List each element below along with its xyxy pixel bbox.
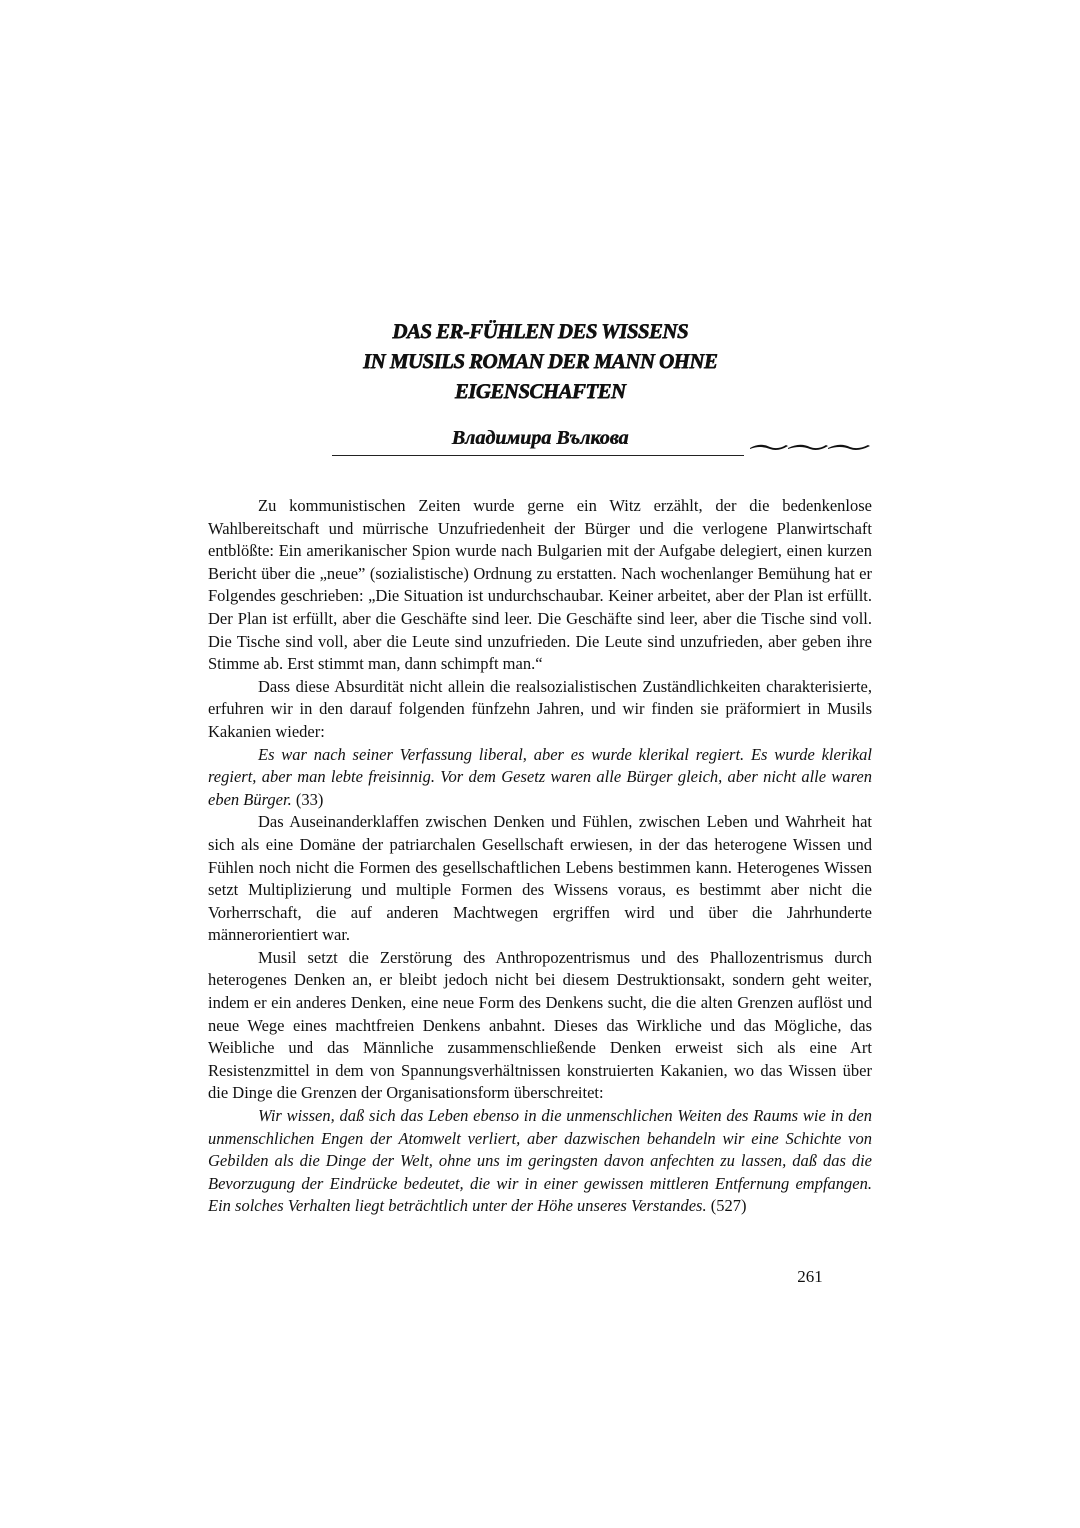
paragraph-3: Das Auseinanderklaffen zwischen Denken und Fühlen, zwischen Leben und Wahrheit hat sich als eine Domäne der patriarchalen Gesellschaft erwiesen, in der das heterogene Wissen und Fühlen noch nicht die Formen des gesellschaftlichen Lebens bestimmen kann. Heterogenes Wissen setzt Multiplizierung und multiple Formen des Wissens voraus, es bestimmt aber nicht die Vorherrschaft, die auf anderen Machtwegen ergriffen wird und über die Jahrhunderte männerorientiert war. [208,812,872,945]
title-line-2: IN MUSILS ROMAN DER MANN OHNE [362,349,718,373]
title-line-3: EIGENSCHAFTEN [454,379,626,403]
block-quote-2 [208,1105,872,1218]
paragraph-1: Zu kommunistischen Zeiten wurde gerne ein Witz erzählt, der die bedenkenlose Wahlbereitschaft und mürrische Unzufriedenheit der Bürger und die verlogene Planwirtschaft entblößte: Ein amerikanischer Spion wurde nach Bulgarien mit der Aufgabe delegiert, einen kurzen Bericht über die „neue” (sozialistische) Ordnung zu erstatten. Nach wochenlanger Bemühung hat er Folgendes geschrieben: „Die Situation ist undurchschaubar. Keiner arbeitet, aber der Plan ist erfüllt. Der Plan ist erfüllt, aber die Geschäfte sind leer. Die Geschäfte sind leer, aber die Tische sind voll. Die Tische sind voll, aber die Leute sind unzufrieden. Die Leute sind unzufrieden, aber geben ihre Stimme ab. Erst stimmt man, dann schimpft man.“ [208,496,872,674]
quote-page-reference: (527) [706,1196,747,1216]
quote-text: Es war nach seiner Verfassung liberal, aber es wurde klerikal regiert. Es wurde klerikal regiert, aber man lebte freisinnig. Vor dem Gesetz waren alle Bürger gleich, aber nicht alle waren eben Bürger. [208,744,872,809]
author-underline [332,455,744,456]
title-line-1: DAS ER-FÜHLEN DES WISSENS [392,319,688,343]
paragraph-2: Dass diese Absurdität nicht allein die realsozialistischen Zuständlichkeiten charakterisierte, erfuhren wir in den darauf folgenden fünfzehn Jahren, und wir finden sie präformiert in Musils Kakanien wieder: [208,676,872,741]
author-name: Владимира Вълкова [451,427,629,449]
decorative-ornament-icon [748,436,872,456]
page-number: 261 [797,1267,823,1286]
article-body [208,495,872,1218]
article-title [208,316,872,406]
quote-page-reference: (33) [291,789,324,809]
paragraph-4: Musil setzt die Zerstörung des Anthropozentrismus und des Phallozentrismus durch heterogenes Denken an, er bleibt jedoch nicht bei diesem Destruktionsakt, sondern geht weiter, indem er ein anderes Denken, eine neue Form des Denkens sucht, die die alten Grenzen auflöst und neue Wege eines machtfreien Denkens anbahnt. Dieses das Wirkliche und das Mögliche, das Weibliche und das Männliche zusammenschließende Denken erweist sich als eine Art Resistenzmittel in dem von Spannungsverhältnissen konstruierten Kakanien, wo das Wissen über die Dinge die Grenzen der Organisationsform überschreitet: [208,947,872,1103]
quote-text: Wir wissen, daß sich das Leben ebenso in die unmenschlichen Weiten des Raums wie in den unmenschlichen Engen der Atomwelt verliert, aber dazwischen behandeln wir eine Schichte von Gebilden als die Dinge der Welt, ohne uns im geringsten davon anfechten zu lassen, daß das die Bevorzugung der Eindrücke bedeutet, die wir in einer gewissen mittleren Entfernung empfangen. Ein solches Verhalten liegt beträchtlich unter der Höhe unseres Verstandes. [208,1106,872,1216]
block-quote-1 [208,744,872,812]
